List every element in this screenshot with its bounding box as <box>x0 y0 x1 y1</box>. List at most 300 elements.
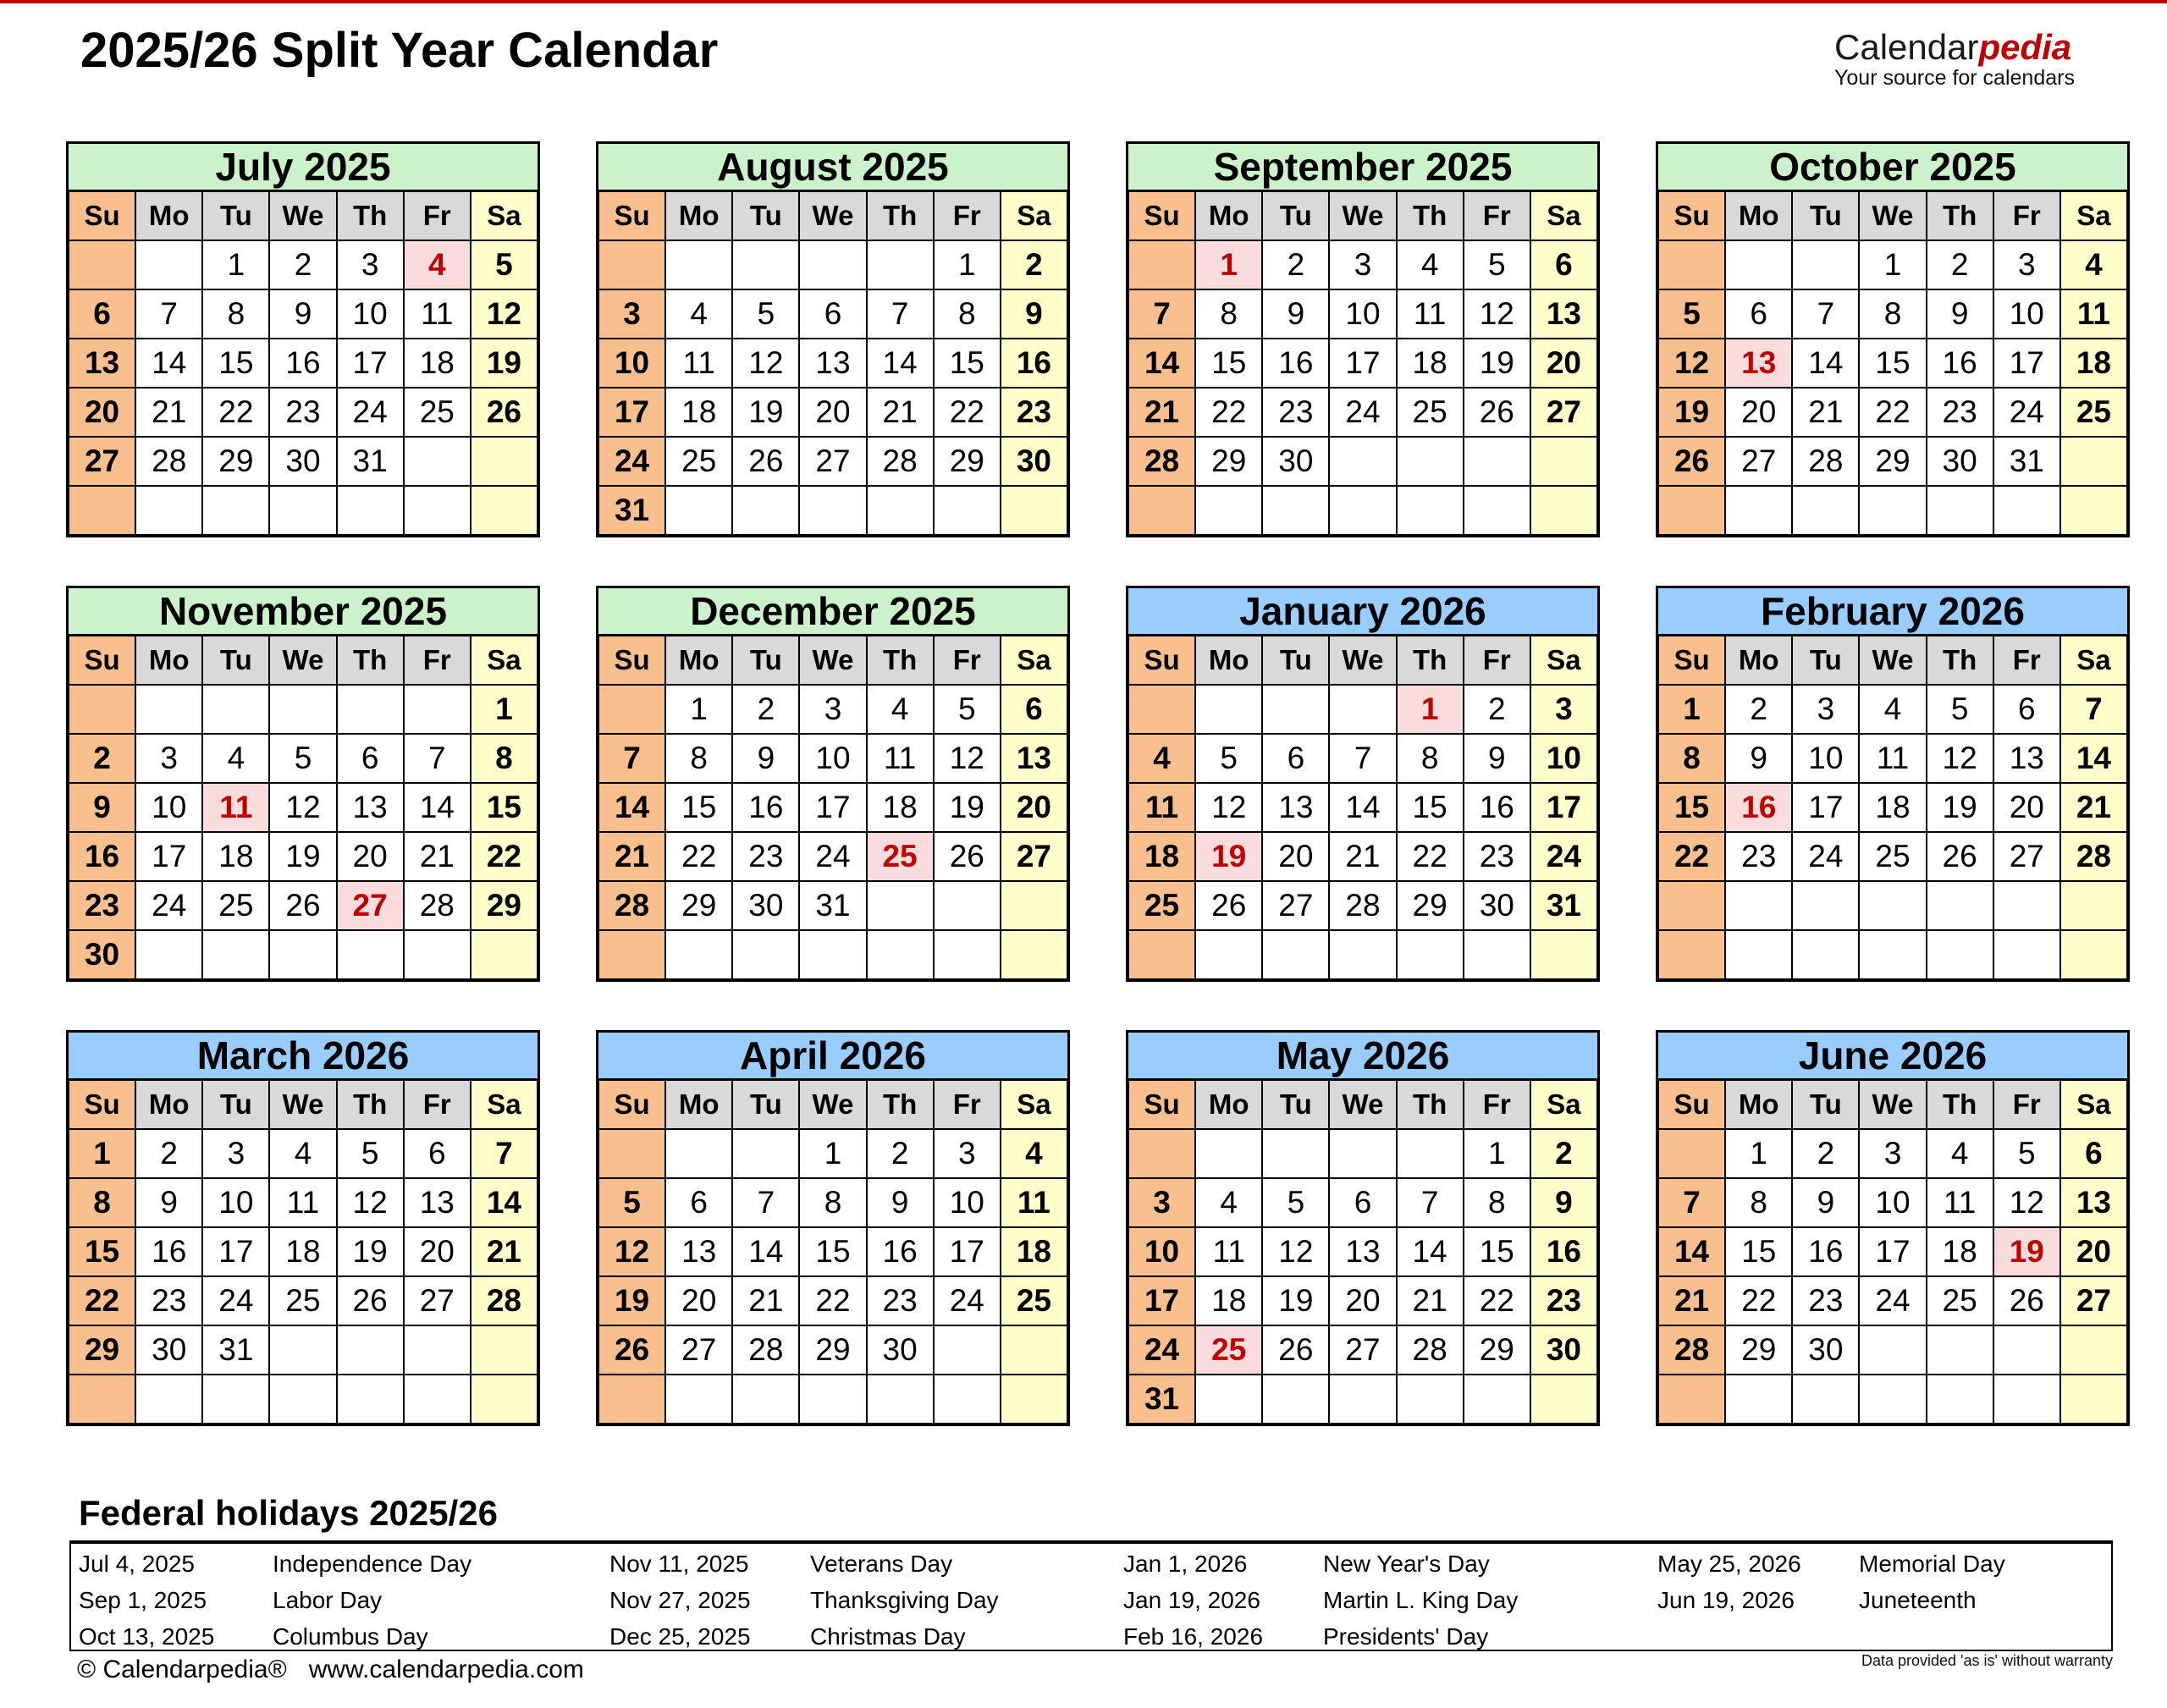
day-header-mo: Mo <box>1725 636 1792 685</box>
day-cell: 2 <box>1001 240 1067 289</box>
holiday-date: Jan 19, 2026 <box>1123 1587 1260 1613</box>
day-header-su: Su <box>69 191 135 240</box>
day-cell-empty <box>1725 240 1792 289</box>
day-cell-empty <box>337 1375 404 1424</box>
day-header-tu: Tu <box>732 636 799 685</box>
day-cell: 8 <box>1464 1178 1530 1227</box>
day-cell-empty <box>867 486 934 535</box>
day-cell: 21 <box>471 1227 538 1276</box>
day-header-fr: Fr <box>1464 636 1530 685</box>
day-cell: 26 <box>269 881 336 930</box>
day-header-mo: Mo <box>665 191 732 240</box>
day-cell: 1 <box>1658 685 1725 734</box>
day-header-th: Th <box>1927 191 1993 240</box>
day-cell: 16 <box>1262 339 1329 388</box>
day-cell: 1 <box>69 1129 135 1178</box>
day-cell: 23 <box>69 881 135 930</box>
day-cell-empty <box>1128 1129 1195 1178</box>
day-cell: 4 <box>1927 1129 1993 1178</box>
holiday-name: Martin L. King Day <box>1323 1587 1519 1613</box>
day-header-sa: Sa <box>1530 1080 1597 1129</box>
day-header-su: Su <box>1128 1080 1195 1129</box>
day-cell: 11 <box>867 734 934 783</box>
day-cell: 31 <box>1128 1375 1195 1424</box>
day-cell-empty <box>598 1129 665 1178</box>
holiday-date-column <box>609 1545 751 1655</box>
day-cell: 3 <box>934 1129 1001 1178</box>
day-cell: 25 <box>1927 1276 1993 1325</box>
day-cell: 9 <box>1262 289 1329 339</box>
day-cell-empty <box>867 930 934 979</box>
day-header-mo: Mo <box>1195 1080 1262 1129</box>
day-cell-empty <box>404 685 471 734</box>
holiday-name: Juneteenth <box>1859 1587 1977 1613</box>
day-cell: 5 <box>1195 734 1262 783</box>
day-cell-empty <box>471 486 538 535</box>
day-header-sa: Sa <box>471 191 538 240</box>
month-august-2025 <box>596 141 1070 537</box>
day-cell: 17 <box>1792 783 1859 832</box>
day-header-th: Th <box>867 1080 934 1129</box>
day-cell-empty <box>732 1129 799 1178</box>
day-header-th: Th <box>337 191 404 240</box>
day-cell: 28 <box>1128 437 1195 486</box>
day-cell: 20 <box>799 388 866 437</box>
day-cell: 2 <box>269 240 336 289</box>
day-cell: 8 <box>799 1178 866 1227</box>
day-cell: 25 <box>665 437 732 486</box>
day-cell: 26 <box>1658 437 1725 486</box>
day-cell: 3 <box>135 734 202 783</box>
day-cell: 20 <box>1530 339 1597 388</box>
day-cell-empty <box>135 486 202 535</box>
holiday-name: Columbus Day <box>273 1623 428 1650</box>
day-cell: 15 <box>1725 1227 1792 1276</box>
day-cell: 19 <box>337 1227 404 1276</box>
day-cell: 7 <box>1658 1178 1725 1227</box>
day-cell: 2 <box>1792 1129 1859 1178</box>
day-cell: 14 <box>1128 339 1195 388</box>
day-cell-empty <box>732 1375 799 1424</box>
day-cell: 17 <box>202 1227 269 1276</box>
day-header-fr: Fr <box>404 1080 471 1129</box>
day-cell: 1 <box>202 240 269 289</box>
holiday-date: Nov 11, 2025 <box>609 1551 749 1577</box>
day-cell: 17 <box>1530 783 1597 832</box>
day-cell: 29 <box>1397 881 1464 930</box>
day-cell: 2 <box>1530 1129 1597 1178</box>
day-header-sa: Sa <box>1001 636 1067 685</box>
day-cell: 7 <box>598 734 665 783</box>
day-cell: 2 <box>867 1129 934 1178</box>
day-header-we: We <box>269 191 336 240</box>
day-cell: 13 <box>404 1178 471 1227</box>
day-cell: 23 <box>1725 832 1792 881</box>
day-cell: 15 <box>1397 783 1464 832</box>
day-cell: 28 <box>404 881 471 930</box>
day-cell-empty <box>1001 930 1067 979</box>
day-cell-empty <box>1859 930 1926 979</box>
day-cell-empty <box>1859 1325 1926 1375</box>
day-cell: 29 <box>934 437 1001 486</box>
day-cell: 12 <box>471 289 538 339</box>
day-header-su: Su <box>598 191 665 240</box>
day-header-th: Th <box>337 1080 404 1129</box>
day-cell: 30 <box>732 881 799 930</box>
day-cell-empty <box>1397 930 1464 979</box>
day-cell: 20 <box>404 1227 471 1276</box>
holiday-date-column <box>79 1545 214 1655</box>
day-cell: 6 <box>69 289 135 339</box>
day-cell: 23 <box>867 1276 934 1325</box>
day-cell: 8 <box>471 734 538 783</box>
day-cell: 21 <box>404 832 471 881</box>
day-header-sa: Sa <box>1530 636 1597 685</box>
day-cell: 28 <box>1329 881 1396 930</box>
day-cell: 31 <box>598 486 665 535</box>
day-header-tu: Tu <box>202 1080 269 1129</box>
day-cell-empty <box>135 240 202 289</box>
day-cell: 26 <box>471 388 538 437</box>
day-cell: 13 <box>69 339 135 388</box>
day-cell-empty <box>471 1325 538 1375</box>
day-header-sa: Sa <box>471 636 538 685</box>
day-cell: 3 <box>598 289 665 339</box>
day-cell: 12 <box>269 783 336 832</box>
day-cell: 15 <box>799 1227 866 1276</box>
day-cell: 17 <box>1993 339 2060 388</box>
day-header-mo: Mo <box>665 636 732 685</box>
day-cell: 9 <box>135 1178 202 1227</box>
day-header-fr: Fr <box>1993 191 2060 240</box>
day-cell-empty <box>337 685 404 734</box>
day-cell: 19 <box>1195 832 1262 881</box>
day-header-tu: Tu <box>1792 1080 1859 1129</box>
day-cell: 26 <box>337 1276 404 1325</box>
day-cell: 16 <box>1792 1227 1859 1276</box>
day-cell: 3 <box>1993 240 2060 289</box>
day-cell: 23 <box>1792 1276 1859 1325</box>
day-cell: 15 <box>665 783 732 832</box>
day-cell: 18 <box>202 832 269 881</box>
day-cell: 19 <box>1658 388 1725 437</box>
day-cell: 11 <box>1128 783 1195 832</box>
day-cell-empty <box>2060 881 2127 930</box>
day-cell-empty <box>1195 1129 1262 1178</box>
day-cell-empty <box>269 685 336 734</box>
holiday-date-column <box>1657 1545 1801 1618</box>
day-header-fr: Fr <box>1993 636 2060 685</box>
day-header-tu: Tu <box>732 1080 799 1129</box>
day-cell: 5 <box>1927 685 1993 734</box>
day-cell: 12 <box>337 1178 404 1227</box>
day-cell-empty <box>404 437 471 486</box>
day-cell-empty <box>202 930 269 979</box>
calendarpedia-logo <box>1834 29 2075 90</box>
day-cell-empty <box>269 1325 336 1375</box>
day-cell: 20 <box>1993 783 2060 832</box>
day-cell: 23 <box>1464 832 1530 881</box>
day-cell: 22 <box>202 388 269 437</box>
day-cell: 6 <box>665 1178 732 1227</box>
day-cell-empty <box>1530 1375 1597 1424</box>
day-cell: 19 <box>1262 1276 1329 1325</box>
day-cell-empty <box>1993 1325 2060 1375</box>
day-cell-empty <box>404 1325 471 1375</box>
day-cell: 13 <box>1993 734 2060 783</box>
day-header-th: Th <box>1927 636 1993 685</box>
day-cell-empty <box>2060 1375 2127 1424</box>
day-cell: 13 <box>1725 339 1792 388</box>
day-cell: 30 <box>69 930 135 979</box>
day-cell: 12 <box>1262 1227 1329 1276</box>
day-header-su: Su <box>69 636 135 685</box>
day-cell: 19 <box>1927 783 1993 832</box>
day-cell: 11 <box>1927 1178 1993 1227</box>
day-header-sa: Sa <box>1530 191 1597 240</box>
holiday-date: Oct 13, 2025 <box>79 1623 215 1650</box>
month-title: October 2025 <box>1658 144 2127 191</box>
month-title: December 2025 <box>598 588 1067 636</box>
month-title: November 2025 <box>69 588 538 636</box>
day-cell: 14 <box>867 339 934 388</box>
day-header-fr: Fr <box>934 1080 1001 1129</box>
day-cell-empty <box>69 240 135 289</box>
day-cell-empty <box>1397 437 1464 486</box>
day-cell: 1 <box>1859 240 1926 289</box>
day-header-sa: Sa <box>1001 191 1067 240</box>
day-cell: 3 <box>337 240 404 289</box>
month-may-2026 <box>1126 1030 1600 1426</box>
day-cell: 30 <box>1262 437 1329 486</box>
day-cell-empty <box>202 486 269 535</box>
day-cell: 15 <box>934 339 1001 388</box>
day-cell: 23 <box>1530 1276 1597 1325</box>
day-cell: 7 <box>867 289 934 339</box>
day-cell-empty <box>337 930 404 979</box>
day-cell: 17 <box>337 339 404 388</box>
month-title: April 2026 <box>598 1033 1067 1080</box>
day-cell: 10 <box>598 339 665 388</box>
day-cell: 30 <box>1792 1325 1859 1375</box>
day-cell: 12 <box>1658 339 1725 388</box>
month-january-2026 <box>1126 586 1600 982</box>
day-cell: 26 <box>598 1325 665 1375</box>
day-cell: 27 <box>2060 1276 2127 1325</box>
day-cell: 27 <box>404 1276 471 1325</box>
day-header-tu: Tu <box>1262 1080 1329 1129</box>
day-cell-empty <box>598 240 665 289</box>
day-cell: 19 <box>934 783 1001 832</box>
month-june-2026 <box>1656 1030 2130 1426</box>
day-cell: 24 <box>1530 832 1597 881</box>
day-cell: 10 <box>1128 1227 1195 1276</box>
day-cell-empty <box>1464 930 1530 979</box>
day-header-we: We <box>1329 636 1396 685</box>
holiday-date: Nov 27, 2025 <box>609 1587 751 1613</box>
day-cell-empty <box>1927 881 1993 930</box>
day-cell: 5 <box>934 685 1001 734</box>
holiday-date: Jan 1, 2026 <box>1123 1551 1248 1577</box>
day-cell: 8 <box>202 289 269 339</box>
holiday-date: May 25, 2026 <box>1657 1551 1801 1577</box>
day-header-su: Su <box>1128 636 1195 685</box>
footer-url-link[interactable]: www.calendarpedia.com <box>308 1656 584 1683</box>
day-cell: 24 <box>1993 388 2060 437</box>
day-cell-empty <box>799 486 866 535</box>
day-cell: 2 <box>69 734 135 783</box>
day-cell-empty <box>404 930 471 979</box>
month-title: May 2026 <box>1128 1033 1597 1080</box>
day-header-we: We <box>799 636 866 685</box>
day-cell-empty <box>867 881 934 930</box>
month-grid <box>69 1080 538 1424</box>
day-cell: 5 <box>1262 1178 1329 1227</box>
day-cell-empty <box>2060 930 2127 979</box>
day-cell: 18 <box>1927 1227 1993 1276</box>
day-cell-empty <box>337 486 404 535</box>
day-cell-empty <box>404 486 471 535</box>
day-cell: 16 <box>867 1227 934 1276</box>
holiday-name: Christmas Day <box>810 1623 966 1650</box>
day-header-th: Th <box>1397 636 1464 685</box>
day-cell: 5 <box>1464 240 1530 289</box>
day-cell: 18 <box>665 388 732 437</box>
day-cell-empty <box>135 930 202 979</box>
day-cell: 27 <box>799 437 866 486</box>
day-cell-empty <box>1262 1129 1329 1178</box>
day-cell-empty <box>69 685 135 734</box>
holiday-name: Thanksgiving Day <box>810 1587 999 1613</box>
day-cell: 14 <box>1792 339 1859 388</box>
day-cell: 18 <box>1859 783 1926 832</box>
day-cell: 17 <box>934 1227 1001 1276</box>
day-cell: 18 <box>269 1227 336 1276</box>
day-cell-empty <box>1725 1375 1792 1424</box>
day-cell: 6 <box>1262 734 1329 783</box>
day-cell: 17 <box>799 783 866 832</box>
day-cell: 2 <box>732 685 799 734</box>
day-cell: 21 <box>135 388 202 437</box>
day-cell: 3 <box>799 685 866 734</box>
day-cell: 24 <box>934 1276 1001 1325</box>
day-cell: 20 <box>2060 1227 2127 1276</box>
day-header-we: We <box>799 1080 866 1129</box>
day-cell-empty <box>1658 240 1725 289</box>
day-cell: 30 <box>269 437 336 486</box>
day-cell: 8 <box>665 734 732 783</box>
day-cell-empty <box>799 930 866 979</box>
day-cell-empty <box>1001 881 1067 930</box>
day-cell: 15 <box>202 339 269 388</box>
month-july-2025 <box>66 141 540 537</box>
month-grid <box>69 636 538 979</box>
logo-name-black: Calendar <box>1834 27 1979 67</box>
day-cell: 30 <box>1927 437 1993 486</box>
day-cell-empty <box>1195 1375 1262 1424</box>
day-cell: 1 <box>1464 1129 1530 1178</box>
day-cell: 6 <box>1993 685 2060 734</box>
day-cell-empty <box>1464 437 1530 486</box>
footer-line <box>77 1656 584 1684</box>
day-cell-empty <box>1329 1375 1396 1424</box>
day-header-su: Su <box>1658 636 1725 685</box>
day-cell-empty <box>269 486 336 535</box>
months-grid <box>66 141 2130 1426</box>
day-header-tu: Tu <box>1262 191 1329 240</box>
day-cell: 24 <box>202 1276 269 1325</box>
day-cell: 26 <box>1195 881 1262 930</box>
day-cell: 25 <box>269 1276 336 1325</box>
logo-wordmark <box>1834 29 2075 66</box>
day-cell: 13 <box>799 339 866 388</box>
day-cell: 16 <box>135 1227 202 1276</box>
holiday-name: Memorial Day <box>1859 1551 2005 1577</box>
holidays-box <box>69 1540 2113 1651</box>
day-cell: 4 <box>269 1129 336 1178</box>
day-cell: 28 <box>1397 1325 1464 1375</box>
day-cell: 29 <box>1195 437 1262 486</box>
day-cell: 15 <box>69 1227 135 1276</box>
day-header-mo: Mo <box>135 191 202 240</box>
day-cell: 25 <box>867 832 934 881</box>
day-cell-empty <box>1725 486 1792 535</box>
day-header-we: We <box>1859 191 1926 240</box>
day-header-fr: Fr <box>1464 191 1530 240</box>
day-cell: 10 <box>1530 734 1597 783</box>
day-cell: 9 <box>732 734 799 783</box>
day-cell-empty <box>269 1375 336 1424</box>
day-cell: 18 <box>404 339 471 388</box>
page-title: 2025/26 Split Year Calendar <box>80 23 719 78</box>
day-header-fr: Fr <box>404 636 471 685</box>
month-november-2025 <box>66 586 540 982</box>
day-cell: 16 <box>1464 783 1530 832</box>
day-cell: 8 <box>1725 1178 1792 1227</box>
day-cell: 19 <box>1464 339 1530 388</box>
day-cell: 21 <box>1397 1276 1464 1325</box>
day-cell: 18 <box>1195 1276 1262 1325</box>
day-cell: 26 <box>732 437 799 486</box>
day-cell: 6 <box>1530 240 1597 289</box>
day-cell: 30 <box>1001 437 1067 486</box>
day-cell: 5 <box>471 240 538 289</box>
day-cell: 15 <box>1658 783 1725 832</box>
day-cell-empty <box>1128 486 1195 535</box>
day-cell: 6 <box>799 289 866 339</box>
day-cell: 27 <box>1001 832 1067 881</box>
day-cell: 4 <box>2060 240 2127 289</box>
day-cell-empty <box>598 1375 665 1424</box>
month-title: July 2025 <box>69 144 538 191</box>
day-cell: 14 <box>404 783 471 832</box>
day-cell: 31 <box>799 881 866 930</box>
day-header-th: Th <box>1927 1080 1993 1129</box>
day-cell: 25 <box>1001 1276 1067 1325</box>
day-cell: 11 <box>269 1178 336 1227</box>
day-cell-empty <box>1658 1129 1725 1178</box>
day-cell-empty <box>1927 1325 1993 1375</box>
month-title: September 2025 <box>1128 144 1597 191</box>
day-header-su: Su <box>598 1080 665 1129</box>
day-cell-empty <box>1927 930 1993 979</box>
month-title: February 2026 <box>1658 588 2127 636</box>
month-grid <box>1658 191 2127 535</box>
day-cell-empty <box>1329 685 1396 734</box>
day-header-tu: Tu <box>202 191 269 240</box>
day-header-sa: Sa <box>471 1080 538 1129</box>
day-cell: 10 <box>1329 289 1396 339</box>
